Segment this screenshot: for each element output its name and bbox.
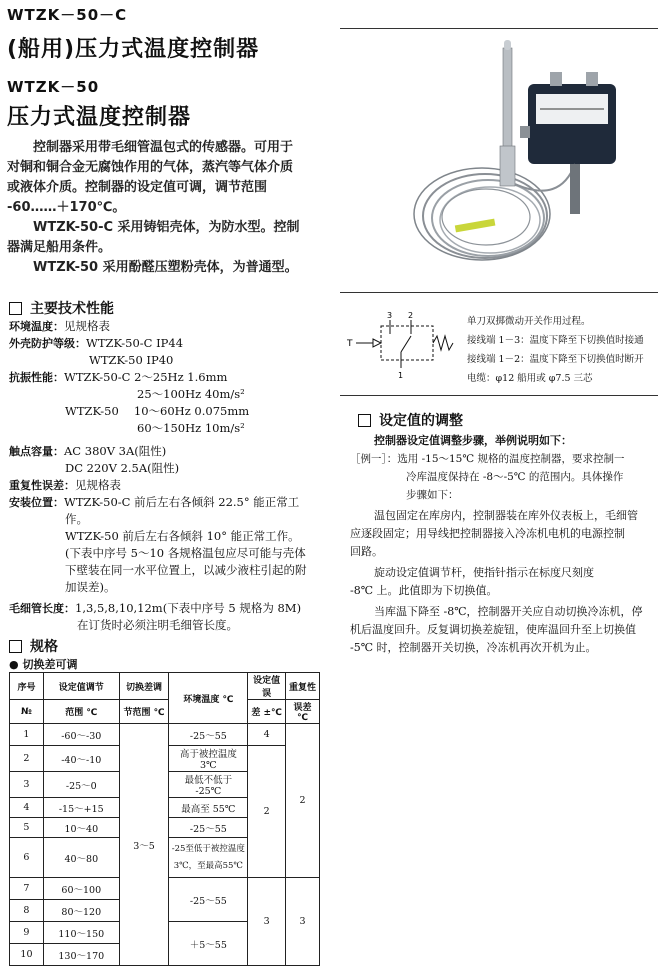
cap-value: DC 220V 2.5A(阻性) <box>65 461 180 475</box>
cell-no: 9 <box>10 922 44 944</box>
adjust-subtitle: 控制器设定值调整步骤，举例说明如下： <box>374 434 572 447</box>
cell-no: 8 <box>10 900 44 922</box>
env-line: 3℃，至最高55℃ <box>173 860 243 871</box>
cell-range: -25～0 <box>43 772 119 798</box>
diagram-t-label: T <box>347 339 353 349</box>
spec-subtitle-text: 切换差可调 <box>22 658 78 671</box>
diagram-desc-line: 单刀双掷微动开关作用过程。 <box>467 316 591 327</box>
checkbox-square-icon <box>9 640 22 653</box>
vib-value: 25～100Hz 40m/s² <box>137 387 245 401</box>
adjust-paragraph-line: 应逐段固定；用导线把控制器接入冷冻机电机的电源控制 <box>350 527 625 540</box>
cap-value: AC 380V 3A(阻性) <box>64 444 167 458</box>
cell-range: -40～-10 <box>43 746 119 772</box>
adjust-text <box>350 432 662 657</box>
diagram-desc-line: 接线端 1－2：温度下降至下切换值时断开 <box>467 354 644 365</box>
cell-no: 4 <box>10 798 44 818</box>
intro-line: WTZK-50-C 采用铸铝壳体，为防水型。控制 <box>33 220 300 235</box>
th-no-2: № <box>10 700 44 724</box>
tech-specs <box>9 318 339 634</box>
mount-value: (下表中序号 5～10 各规格温包应尽可能与壳体 <box>65 546 306 560</box>
intro-line: 器满足船用条件。 <box>7 240 112 255</box>
model-heading: WTZK－50 <box>7 78 100 96</box>
th-diff-2: 节范围 ℃ <box>119 700 169 724</box>
cell-rep: 3 <box>286 878 320 966</box>
env-value: 见规格表 <box>64 319 110 333</box>
th-err: 设定值误 <box>248 673 286 700</box>
table-row <box>10 724 320 746</box>
cell-env: ＋5～55 <box>169 922 248 966</box>
ip-value: WTZK-50-C IP44 <box>86 336 184 350</box>
adjust-paragraph-line: 当库温下降至 -8℃，控制器开关应自动切换冷冻机，停 <box>374 605 643 618</box>
capillary-value: 在订货时必须注明毛细管长度。 <box>77 618 238 632</box>
vib-value: WTZK-50 10～60Hz 0.075mm <box>65 404 250 418</box>
cell-range: -60～-30 <box>43 724 119 746</box>
cell-env <box>169 838 248 878</box>
capillary-value: 1,3,5,8,10,12m(下表中序号 5 规格为 8M) <box>75 601 302 615</box>
tech-title-text: 主要技术性能 <box>30 301 114 317</box>
cell-range: 130～170 <box>43 944 119 966</box>
th-rep: 重复性 <box>286 673 320 700</box>
model-c-heading: WTZK－50－C <box>7 6 128 24</box>
checkbox-square-icon <box>9 302 22 315</box>
adjust-paragraph-line: 机后温度回升。反复调切换差旋钮，使库温回升至上切换值 <box>350 623 636 636</box>
cell-env: 高于被控温度 3℃ <box>169 746 248 772</box>
cell-range: 110～150 <box>43 922 119 944</box>
cell-diff: 3～5 <box>119 724 169 966</box>
capillary-label: 毛细管长度： <box>9 602 75 615</box>
cell-env: 最高至 55℃ <box>169 798 248 818</box>
pin-3-label: 3 <box>387 311 393 320</box>
vib-value: 60～150Hz 10m/s² <box>137 421 245 435</box>
adjust-paragraph-line: 回路。 <box>350 545 383 558</box>
intro-line: -60……＋170℃。 <box>7 200 126 215</box>
th-range: 设定值调节 <box>43 673 119 700</box>
mount-value: WTZK-50 前后左右各倾斜 10° 能正常工作。 <box>65 529 300 543</box>
controller-photo <box>400 34 640 289</box>
mount-value: 加误差)。 <box>65 580 116 594</box>
ip-value: WTZK-50 IP40 <box>89 353 174 367</box>
cell-rep: 2 <box>286 724 320 878</box>
th-range-2: 范围 ℃ <box>43 700 119 724</box>
vib-label: 抗振性能： <box>9 371 64 384</box>
checkbox-square-icon <box>358 414 371 427</box>
example-line: 冷库温度保持在 -8～-5℃ 的范围内。具体操作 <box>406 471 624 483</box>
adjust-paragraph-line: 旋动设定值调节杆，使指针指示在标度尺刻度 <box>374 566 594 579</box>
adjust-section-title <box>358 410 463 430</box>
cell-no: 3 <box>10 772 44 798</box>
rep-label: 重复性误差： <box>9 479 75 492</box>
mount-value: 作。 <box>65 512 88 526</box>
cell-env: 最低不低于 -25℃ <box>169 772 248 798</box>
photo-bottom-rule <box>340 292 658 293</box>
product-title: 压力式温度控制器 <box>7 105 192 130</box>
th-diff: 切换差调 <box>119 673 169 700</box>
cell-no: 10 <box>10 944 44 966</box>
cell-range: 60～100 <box>43 878 119 900</box>
diagram-desc-line: 接线端 1－3：温度下降至下切换值时接通 <box>467 335 644 346</box>
tech-section-title <box>9 298 114 318</box>
cell-err: 2 <box>248 746 286 878</box>
intro-line: 对铜和铜合金无腐蚀作用的气体，蒸汽等气体介质 <box>7 160 294 175</box>
env-line: -25至低于被控温度 <box>171 843 245 854</box>
cell-range: 40～80 <box>43 838 119 878</box>
cell-no: 5 <box>10 818 44 838</box>
diagram-desc-line: 电缆：φ12 船用或 φ7.5 三芯 <box>467 373 593 384</box>
bullet-icon: ● <box>9 658 19 671</box>
diagram-arrow <box>373 339 381 347</box>
cell-no: 7 <box>10 878 44 900</box>
ip-label: 外壳防护等级： <box>9 337 86 350</box>
rep-value: 见规格表 <box>75 478 121 492</box>
spec-section-title <box>9 636 58 656</box>
mount-value: WTZK-50-C 前后左右各倾斜 22.5° 能正常工 <box>64 495 300 509</box>
pin-1-label: 1 <box>398 371 404 380</box>
th-env: 环境温度 ℃ <box>169 673 248 724</box>
intro-line: 控制器采用带毛细管温包式的传感器。可用于 <box>33 140 294 155</box>
th-no: 序号 <box>10 673 44 700</box>
vib-value: WTZK-50-C 2～25Hz 1.6mm <box>64 370 228 384</box>
marine-title: (船用)压力式温度控制器 <box>7 37 260 62</box>
top-rule <box>340 28 658 29</box>
env-label: 环境温度： <box>9 320 64 333</box>
cell-range: -15～+15 <box>43 798 119 818</box>
diagram-desc <box>467 312 662 388</box>
spec-table <box>9 672 320 966</box>
cell-range: 80～120 <box>43 900 119 922</box>
cell-env: -25～55 <box>169 724 248 746</box>
adjust-paragraph-line: -5℃ 时，控制器开关切换，冷冻机再次开机为止。 <box>350 641 597 654</box>
diagram-contact <box>401 336 411 352</box>
mid-rule <box>340 395 658 396</box>
th-rep-2: 误差 ℃ <box>286 700 320 724</box>
cell-err: 3 <box>248 878 286 966</box>
cell-range: 10～40 <box>43 818 119 838</box>
cell-err: 4 <box>248 724 286 746</box>
intro-text <box>7 138 337 278</box>
adjust-title-text: 设定值的调整 <box>379 413 463 429</box>
th-err-2: 差 ±℃ <box>248 700 286 724</box>
cap-label: 触点容量： <box>9 445 64 458</box>
intro-line: WTZK-50 采用酚醛压塑粉壳体，为普通型。 <box>33 260 298 275</box>
mount-value: 下壁装在同一水平位置上，以减少液柱引起的附 <box>65 563 307 577</box>
cell-env: -25～55 <box>169 878 248 922</box>
mount-label: 安装位置： <box>9 496 64 509</box>
cell-no: 2 <box>10 746 44 772</box>
cell-env: -25～55 <box>169 818 248 838</box>
pin-2-label: 2 <box>408 311 414 320</box>
spec-subtitle <box>9 656 77 672</box>
example-line: ［例一］：选用 -15～15℃ 规格的温度控制器，要求控制一 <box>350 453 625 465</box>
adjust-paragraph-line: 温包固定在库房内，控制器装在库外仪表板上，毛细管 <box>374 509 638 522</box>
switch-diagram <box>345 308 457 380</box>
cell-no: 1 <box>10 724 44 746</box>
adjust-paragraph-line: -8℃ 上。此值即为下切换值。 <box>350 584 498 597</box>
spec-title-text: 规格 <box>30 639 58 655</box>
diagram-spring <box>433 336 453 350</box>
example-line: 步骤如下： <box>406 489 459 501</box>
intro-line: 或液体介质。控制器的设定值可调，调节范围 <box>7 180 268 195</box>
cell-no: 6 <box>10 838 44 878</box>
